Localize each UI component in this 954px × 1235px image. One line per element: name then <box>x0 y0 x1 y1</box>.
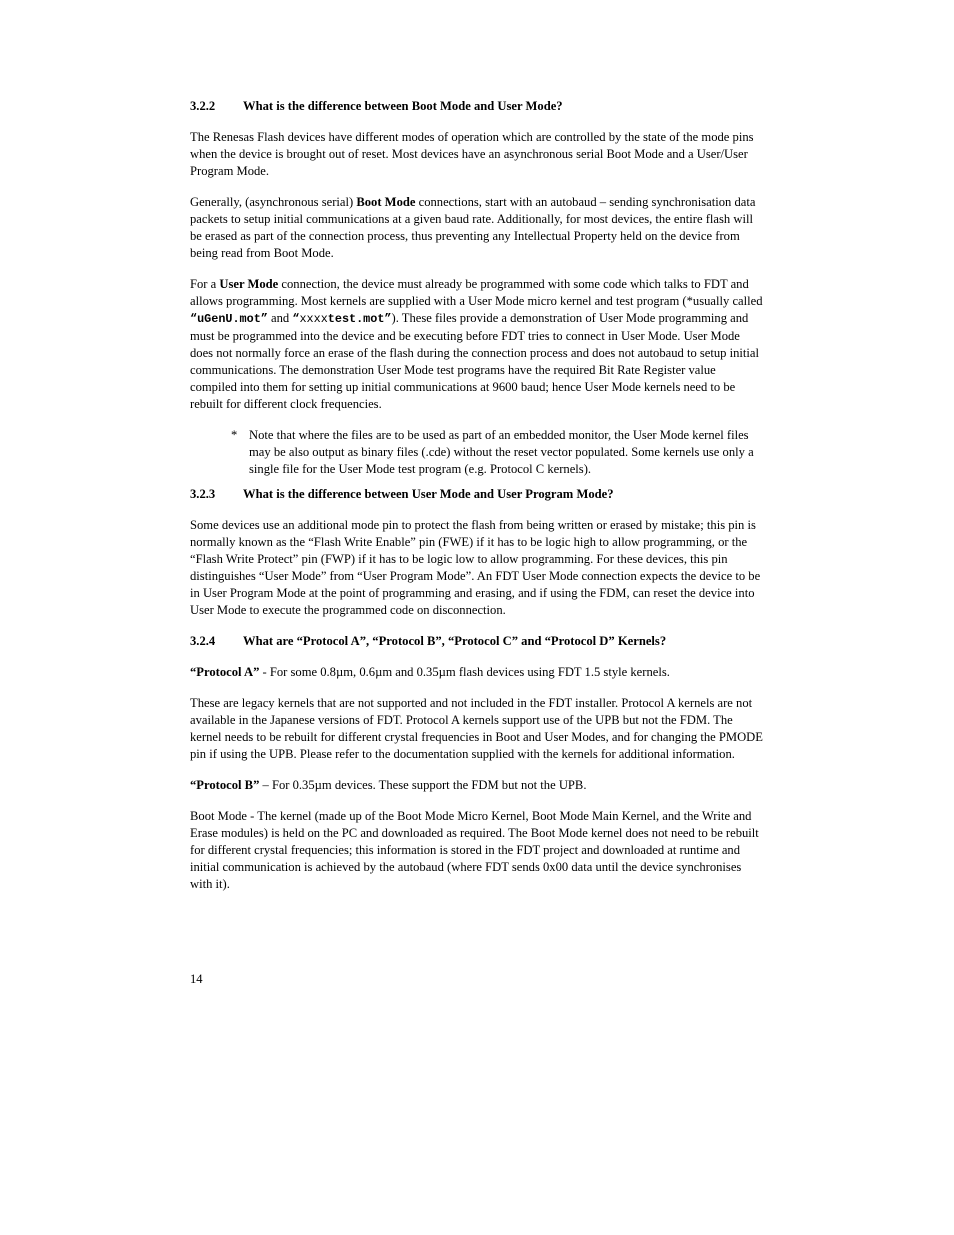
paragraph-modes-intro: The Renesas Flash devices have different modes of operation which are controlled by the state of the mode pins when the device is brought out of reset. Most devices have an asynchronous serial Boot Mode and a User/User Program Mode. <box>190 130 754 178</box>
text-run: ). These files provide a demonstration of User Mode programming and must be programmed into the device and be executing before FDT tries to connect in User Mode. User Mode does not normally force an erase of the flash during the connection process and does not autobaud to setup initial communications. The demonstration User Mode test programs have the required Bit Rate Register value compiled into them for setting up initial communications at 9600 baud; hence User Mode kernels need to be rebuilt for different clock frequencies. <box>190 311 760 411</box>
page-number: 14 <box>190 972 203 986</box>
paragraph-boot-mode <box>190 194 763 262</box>
section-heading-3-2-2 <box>190 98 763 115</box>
code-placeholder: xxxx <box>299 312 328 326</box>
paragraph-user-mode <box>190 276 763 413</box>
paragraph-user-program-mode: Some devices use an additional mode pin to protect the flash from being written or erased by mistake; this pin is normally known as the “Flash Write Enable” pin (FWE) if it has to be logic high to allow programming, or the “Flash Write Protect” pin (FWP) if it has to be logic low to allow programming. For these devices, this pin distinguishes “User Mode” from “User Program Mode”. An FDT User Mode connection expects the device to be in User Program Mode at the point of programming and erasing, and if using the FDM, can reset the device into User Mode to execute the programmed code on disconnection. <box>190 518 761 617</box>
text-run: For a <box>190 277 220 291</box>
code-filename: test.mot” <box>327 312 392 326</box>
paragraph-protocol-b <box>190 777 763 794</box>
paragraph-protocol-b-boot-mode: Boot Mode - The kernel (made up of the Boot Mode Micro Kernel, Boot Mode Main Kernel, and the Write and Erase modules) is held on the PC and downloaded as required. The Boot Mode kernel does not need to be rebuilt for different crystal frequencies; this information is stored in the FDT project and downloaded at runtime and initial communication is achieved by the autobaud (where FDT sends 0x00 data until the device synchronises with it). <box>190 809 759 891</box>
paragraph-protocol-a <box>190 664 763 681</box>
bold-term: “Protocol A” <box>190 665 260 679</box>
code-filename: “uGenU.mot” <box>190 312 268 326</box>
text-run: - For some 0.8µm, 0.6µm and 0.35µm flash devices using FDT 1.5 style kernels. <box>259 665 670 679</box>
text-run: and <box>267 311 293 325</box>
text-run: – For 0.35µm devices. These support the FDM but not the UPB. <box>259 778 587 792</box>
text-run: connection, the device must already be programmed with some code which talks to FDT and allows programming. Most kernels are supplied with a User Mode micro kernel and test program (*usually called <box>190 277 763 308</box>
section-heading-3-2-3 <box>190 486 763 503</box>
footnote-marker: * <box>231 428 238 442</box>
bold-term: Boot Mode <box>356 195 416 209</box>
section-title: What are “Protocol A”, “Protocol B”, “Protocol C” and “Protocol D” Kernels? <box>243 634 667 648</box>
code-quote: “ <box>292 312 300 326</box>
text-run: connections, start with an autobaud – sending synchronisation data packets to setup initial communications at a given baud rate. Additionally, for most devices, the entire flash will be erased as part of the connection process, thus preventing any Intellectual Property held on the device from being read from Boot Mode. <box>190 195 756 260</box>
text-run: Generally, (asynchronous serial) <box>190 195 357 209</box>
paragraph-protocol-a-details: These are legacy kernels that are not supported and not included in the FDT installer. Protocol A kernels are not available in the Japanese versions of FDT. Protocol A kernels support use of the UPB but not the FDM. The kernel needs to be rebuilt for different crystal frequencies in Boot and User Modes, and for changing the PMODE pin if using the UPB. Please refer to the documentation supplied with the kernels for additional information. <box>190 696 763 761</box>
footnote <box>190 427 763 478</box>
section-title: What is the difference between Boot Mode and User Mode? <box>243 99 563 113</box>
section-heading-3-2-4 <box>190 633 763 650</box>
section-number: 3.2.2 <box>190 99 216 113</box>
section-number: 3.2.4 <box>190 634 216 648</box>
document-page <box>190 98 763 893</box>
section-number: 3.2.3 <box>190 487 216 501</box>
bold-term: User Mode <box>219 277 279 291</box>
bold-term: “Protocol B” <box>190 778 260 792</box>
footnote-text: Note that where the files are to be used as part of an embedded monitor, the User Mode kernel files may be also output as binary files (.cde) without the reset vector populated. Some kernels use only a single file for the User Mode test program (e.g. Protocol C kernels). <box>249 428 754 476</box>
section-title: What is the difference between User Mode and User Program Mode? <box>243 487 614 501</box>
